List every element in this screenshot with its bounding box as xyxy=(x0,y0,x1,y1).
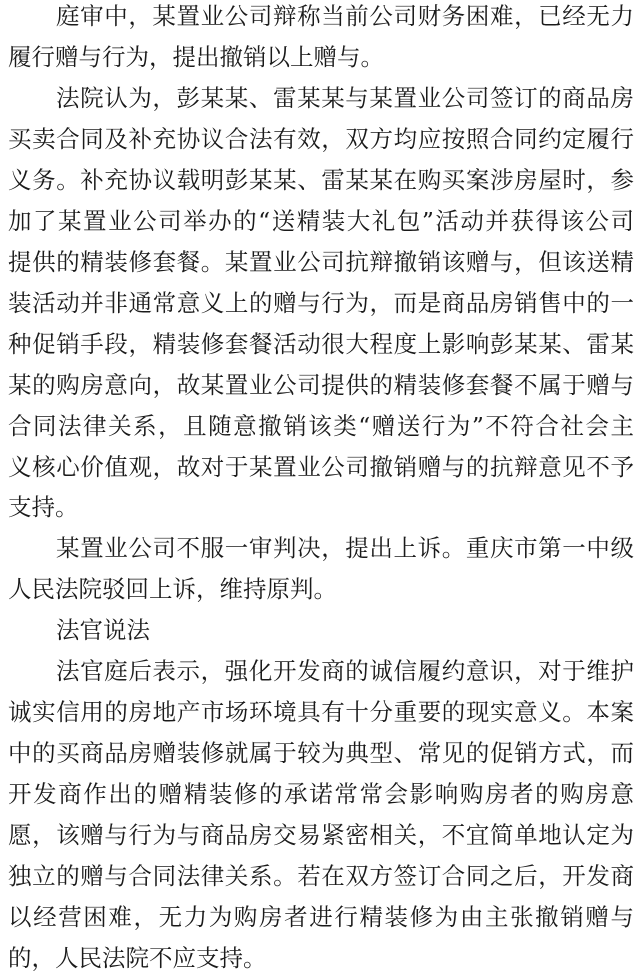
paragraph-4-line-2: 诚实信用的房地产市场环境具有十分重要的现实意义。本案 xyxy=(8,698,634,726)
paragraph-2-line-3: 义务。补充协议载明彭某某、雷某某在购买案涉房屋时，参 xyxy=(8,166,634,194)
paragraph-2-line-10: 义核心价值观，故对于某置业公司撤销赠与的抗辩意见不予 xyxy=(8,453,634,481)
paragraph-4-line-1: 法官庭后表示，强化开发商的诚信履约意识，对于维护 xyxy=(56,657,634,685)
paragraph-3-line-1: 某置业公司不服一审判决，提出上诉。重庆市第一中级 xyxy=(56,534,634,562)
paragraph-2-line-6: 装活动并非通常意义上的赠与行为，而是商品房销售中的一 xyxy=(8,289,634,317)
paragraph-4-line-6: 独立的赠与合同法律关系。若在双方签订合同之后，开发商 xyxy=(8,862,634,890)
paragraph-2-line-7: 种促销手段，精装修套餐活动很大程度上影响彭某某、雷某 xyxy=(8,330,634,358)
paragraph-4-line-8: 的，人民法院不应支持。 xyxy=(8,944,267,972)
paragraph-1-line-2: 履行赠与行为，提出撤销以上赠与。 xyxy=(8,43,384,71)
paragraph-2-line-9: 合同法律关系，且随意撤销该类“赠送行为”不符合社会主 xyxy=(8,412,634,440)
paragraph-4-line-5: 愿，该赠与行为与商品房交易紧密相关，不宜简单地认定为 xyxy=(8,821,634,849)
paragraph-2-line-2: 买卖合同及补充协议合法有效，双方均应按照合同约定履行 xyxy=(8,125,634,153)
paragraph-3-line-2: 人民法院驳回上诉，维持原判。 xyxy=(8,575,337,603)
paragraph-4-line-7: 以经营困难，无力为购房者进行精装修为由主张撤销赠与 xyxy=(8,903,634,931)
paragraph-2-line-4: 加了某置业公司举办的“送精装大礼包”活动并获得该公司 xyxy=(8,207,634,235)
paragraph-4-line-4: 开发商作出的赠精装修的承诺常常会影响购房者的购房意 xyxy=(8,780,634,808)
paragraph-2-line-8: 某的购房意向，故某置业公司提供的精装修套餐不属于赠与 xyxy=(8,371,634,399)
section-heading: 法官说法 xyxy=(56,616,150,644)
paragraph-1-line-1: 庭审中，某置业公司辩称当前公司财务困难，已经无力 xyxy=(56,2,634,30)
paragraph-2-line-1: 法院认为，彭某某、雷某某与某置业公司签订的商品房 xyxy=(56,84,634,112)
paragraph-4-line-3: 中的买商品房赠装修就属于较为典型、常见的促销方式，而 xyxy=(8,739,634,767)
paragraph-2-line-5: 提供的精装修套餐。某置业公司抗辩撤销该赠与，但该送精 xyxy=(8,248,634,276)
paragraph-2-line-11: 支持。 xyxy=(8,493,79,521)
